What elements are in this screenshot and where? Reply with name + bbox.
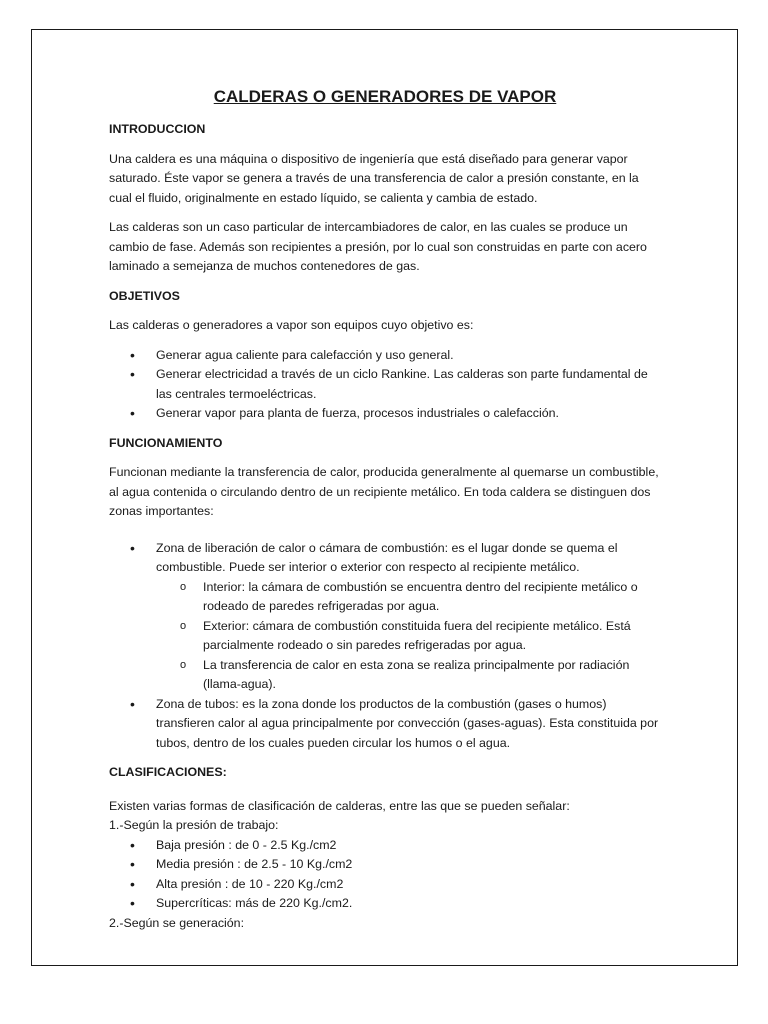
- list-item: • Alta presión : de 10 - 220 Kg./cm2: [109, 875, 661, 895]
- document-title: CALDERAS O GENERADORES DE VAPOR: [213, 87, 557, 106]
- list-item: • Media presión : de 2.5 - 10 Kg./cm2: [109, 855, 661, 875]
- intro-heading: INTRODUCCION: [109, 122, 206, 136]
- list-item: • Generar vapor para planta de fuerza, procesos industriales o calefacción.: [109, 404, 661, 424]
- list-item: o La transferencia de calor en esta zona se realiza principalmente por radiación (llama-agua).: [156, 656, 661, 695]
- objectives-lead: Las calderas o generadores a vapor son equipos cuyo objetivo es:: [109, 318, 474, 332]
- list-item-zone-1: [109, 539, 661, 695]
- pressure-list: [109, 836, 661, 914]
- list-item: • Supercríticas: más de 220 Kg./cm2.: [109, 894, 661, 914]
- list-item: • Generar electricidad a través de un ciclo Rankine. Las calderas son parte fundamental de las centrales termoeléctricas.: [109, 365, 661, 404]
- list-item: • Generar agua caliente para calefacción y uso general.: [109, 346, 661, 366]
- intro-paragraph-2: Las calderas son un caso particular de intercambiadores de calor, en las cuales se produce un cambio de fase. Además son recipientes a presión, por lo cual son construidas en parte con acero laminado a semejanza de muchos contenedores de gas.: [109, 220, 647, 273]
- zone-1-text: Zona de liberación de calor o cámara de combustión: es el lugar donde se quema el combustible. Puede ser interior o exterior con respecto al recipiente metálico.: [156, 540, 618, 574]
- document-body: [109, 86, 661, 933]
- list-item: o Interior: la cámara de combustión se encuentra dentro del recipiente metálico o rodeado de paredes refrigeradas por agua.: [156, 578, 661, 617]
- classifications-lead: Existen varias formas de clasificación de calderas, entre las que se pueden señalar:: [109, 798, 570, 813]
- objectives-heading: OBJETIVOS: [109, 288, 180, 303]
- generation-heading: 2.-Según se generación:: [109, 915, 245, 930]
- operation-paragraph: Funcionan mediante la transferencia de calor, producida generalmente al quemarse un combustible, al agua contenida o circulando dentro de un recipiente metálico. En toda caldera se distinguen dos zonas importantes:: [109, 465, 659, 518]
- list-item-zone-2: • Zona de tubos: es la zona donde los productos de la combustión (gases o humos) transfieren calor al agua principalmente por convección (gases-aguas). Esta constituida por tubos, dentro de los cuales pueden circular los humos o el agua.: [109, 695, 661, 754]
- list-item: • Baja presión : de 0 - 2.5 Kg./cm2: [109, 836, 661, 856]
- classifications-heading: CLASIFICACIONES:: [109, 765, 227, 779]
- intro-paragraph-1: Una caldera es una máquina o dispositivo de ingeniería que está diseñado para generar vapor saturado. Éste vapor se genera a través de una transferencia de calor a presión constante, en la cual el fluido, originalmente en estado líquido, se calienta y cambia de estado.: [109, 151, 639, 205]
- zone-1-sublist: [156, 578, 661, 695]
- operation-heading: FUNCIONAMIENTO: [109, 435, 223, 450]
- list-item: o Exterior: cámara de combustión constituida fuera del recipiente metálico. Está parcialmente rodeado o sin paredes refrigeradas por agua.: [156, 617, 661, 656]
- objectives-list: [109, 346, 661, 424]
- pressure-heading: 1.-Según la presión de trabajo:: [109, 818, 279, 832]
- zones-list: [109, 539, 661, 754]
